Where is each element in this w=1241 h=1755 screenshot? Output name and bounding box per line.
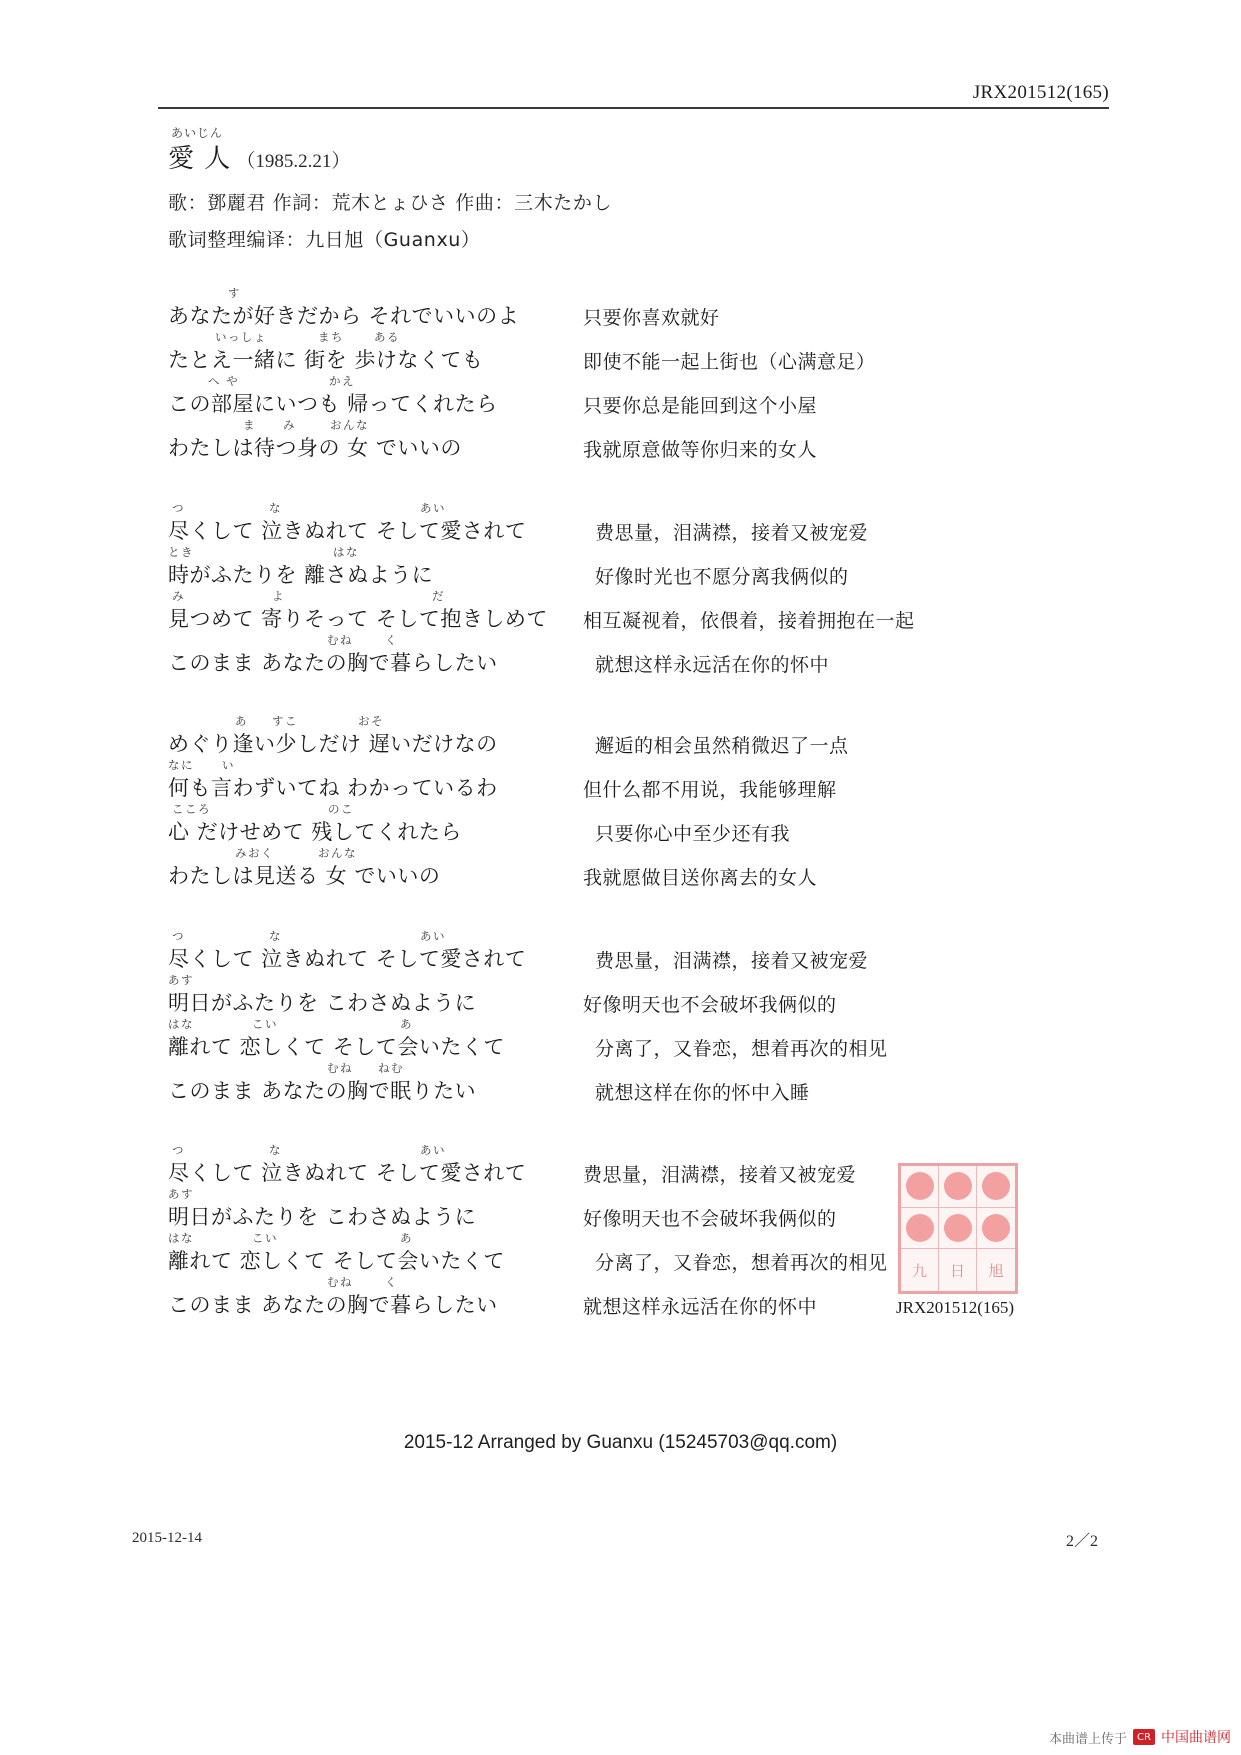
furigana: へ や	[208, 374, 240, 388]
lyric-chinese: 费思量，泪满襟，接着又被宠爱	[595, 522, 869, 544]
furigana: のこ	[328, 802, 354, 816]
furigana: あ	[235, 714, 248, 728]
lyric-row	[0, 1017, 1241, 1075]
seal-cell	[939, 1208, 977, 1250]
furigana: つ	[172, 1143, 185, 1157]
seal-cell	[901, 1208, 939, 1250]
lyric-japanese: 何も言わずいてね わかっているわ	[168, 776, 498, 800]
lyric-chinese: 费思量，泪满襟，接着又被宠爱	[583, 1164, 857, 1186]
lyric-japanese: わたしは待つ身の 女 でいいの	[168, 436, 462, 460]
seal-dot-icon	[944, 1214, 972, 1242]
lyric-verse	[0, 501, 1241, 691]
lyric-row	[0, 633, 1241, 691]
credit-line-1: 歌：鄧麗君 作詞：荒木とょひさ 作曲：三木たかし	[168, 192, 613, 214]
footer-page-number: 2／2	[1065, 1533, 1098, 1550]
furigana: だ	[432, 589, 445, 603]
furigana: ねむ	[378, 1061, 404, 1075]
furigana: まち	[318, 330, 344, 344]
title-block	[168, 126, 868, 252]
seal-char: 旭	[988, 1261, 1004, 1280]
furigana: あす	[168, 1187, 194, 1201]
furigana: こい	[252, 1017, 278, 1031]
seal-cell	[977, 1166, 1015, 1208]
furigana: なに	[168, 758, 194, 772]
lyric-row	[0, 374, 1241, 432]
seal-code: JRX201512(165)	[896, 1298, 1015, 1317]
lyric-chinese: 好像明天也不会破坏我俩似的	[583, 1208, 837, 1230]
furigana: おんな	[318, 846, 357, 860]
document-code: JRX201512(165)	[972, 82, 1109, 103]
lyric-verse	[0, 1143, 1241, 1333]
furigana: よ	[272, 589, 285, 603]
lyric-japanese: このまま あなたの胸で眠りたい	[168, 1079, 477, 1103]
furigana: あい	[420, 1143, 446, 1157]
watermark	[1049, 1727, 1231, 1747]
seal-dot-icon	[944, 1172, 972, 1200]
artist-seal	[898, 1163, 1018, 1294]
furigana: す	[228, 286, 241, 300]
header-divider	[158, 107, 1109, 109]
footer-date: 2015-12-14	[132, 1530, 202, 1546]
seal-cell	[939, 1166, 977, 1208]
furigana: すこ	[272, 714, 298, 728]
lyric-row	[0, 545, 1241, 603]
lyric-chinese: 只要你总是能回到这个小屋	[583, 395, 818, 417]
furigana: おそ	[358, 714, 384, 728]
page-title: 愛 人	[168, 144, 232, 174]
lyric-chinese: 我就原意做等你归来的女人	[583, 439, 818, 461]
furigana: く	[385, 1275, 398, 1289]
seal-dot-icon	[982, 1172, 1010, 1200]
lyric-japanese: 時がふたりを 離さぬように	[168, 563, 434, 587]
furigana: み	[283, 418, 296, 432]
furigana: はな	[333, 545, 359, 559]
lyric-japanese: 尽くして 泣きぬれて そして愛されて	[168, 947, 527, 971]
lyric-japanese: このまま あなたの胸で暮らしたい	[168, 651, 498, 675]
title-furigana: あいじん	[171, 126, 224, 140]
lyric-chinese: 即使不能一起上街也（心满意足）	[583, 351, 876, 373]
lyric-chinese: 分离了，又眷恋，想着再次的相见	[595, 1252, 888, 1274]
seal-dot-icon	[906, 1172, 934, 1200]
lyric-row	[0, 286, 1241, 344]
lyric-chinese: 好像明天也不会破坏我俩似的	[583, 994, 837, 1016]
lyric-japanese: めぐり逢い少しだけ 遅いだけなの	[168, 732, 498, 756]
furigana: むね	[327, 1275, 353, 1289]
furigana: ま	[243, 418, 256, 432]
lyric-chinese: 好像时光也不愿分离我俩似的	[595, 566, 849, 588]
lyric-japanese: このまま あなたの胸で暮らしたい	[168, 1293, 498, 1317]
furigana: い	[222, 758, 235, 772]
lyric-japanese: 尽くして 泣きぬれて そして愛されて	[168, 519, 527, 543]
seal-dot-icon	[906, 1214, 934, 1242]
furigana: こころ	[172, 802, 211, 816]
furigana: はな	[168, 1231, 194, 1245]
lyric-japanese: この部屋にいつも 帰ってくれたら	[168, 392, 498, 416]
furigana: な	[269, 1143, 282, 1157]
seal-cell	[901, 1249, 939, 1291]
furigana: いっしょ	[215, 330, 267, 344]
furigana: み	[172, 589, 185, 603]
furigana: つ	[172, 929, 185, 943]
seal-dot-icon	[982, 1214, 1010, 1242]
watermark-logo-icon: CR	[1133, 1729, 1155, 1745]
title-line	[168, 126, 868, 176]
lyric-japanese: 離れて 恋しくて そして会いたくて	[168, 1035, 505, 1059]
lyric-japanese: 尽くして 泣きぬれて そして愛されて	[168, 1161, 527, 1185]
furigana: つ	[172, 501, 185, 515]
lyric-verse	[0, 714, 1241, 904]
furigana: むね	[327, 1061, 353, 1075]
furigana: な	[269, 501, 282, 515]
lyric-row	[0, 418, 1241, 476]
seal-cell	[977, 1249, 1015, 1291]
lyric-row	[0, 589, 1241, 647]
seal-cell	[939, 1249, 977, 1291]
lyric-chinese: 只要你喜欢就好	[583, 307, 720, 329]
seal-char: 九	[911, 1261, 927, 1280]
lyric-verse	[0, 929, 1241, 1119]
credit-line-2: 歌词整理编译：九日旭（Guanxu）	[168, 229, 481, 251]
lyric-chinese: 我就愿做目送你离去的女人	[583, 867, 818, 889]
lyric-japanese: たとえ一緒に 街を 歩けなくても	[168, 348, 484, 372]
seal-char: 日	[949, 1261, 965, 1280]
furigana: むね	[327, 633, 353, 647]
lyric-row	[0, 846, 1241, 904]
furigana: あ	[400, 1017, 413, 1031]
lyric-row	[0, 1231, 1241, 1289]
arranged-by-note: 2015-12 Arranged by Guanxu (15245703@qq.com)	[403, 1432, 838, 1453]
watermark-site: 中国曲谱网	[1161, 1730, 1231, 1746]
seal-cell	[901, 1166, 939, 1208]
lyric-row	[0, 330, 1241, 388]
furigana: あい	[420, 929, 446, 943]
lyric-japanese: あなたが好きだから それでいいのよ	[168, 304, 520, 328]
title-date: （1985.2.21）	[236, 151, 351, 172]
watermark-text: 本曲谱上传于	[1048, 1731, 1127, 1747]
lyric-japanese: 見つめて 寄りそって そして抱きしめて	[168, 607, 548, 631]
lyric-chinese: 只要你心中至少还有我	[595, 823, 791, 845]
lyric-verse	[0, 286, 1241, 476]
furigana: ある	[374, 330, 400, 344]
furigana: かえ	[329, 374, 355, 388]
lyric-japanese: 明日がふたりを こわさぬように	[168, 1205, 477, 1229]
lyric-chinese: 相互凝视着，依偎着，接着拥抱在一起	[583, 610, 915, 632]
lyric-row	[0, 1061, 1241, 1119]
furigana: はな	[168, 1017, 194, 1031]
furigana: あす	[168, 973, 194, 987]
furigana: あい	[420, 501, 446, 515]
furigana: あ	[400, 1231, 413, 1245]
lyric-japanese: 心 だけせめて 残してくれたら	[168, 820, 462, 844]
lyric-chinese: 就想这样永远活在你的怀中	[595, 654, 830, 676]
furigana: な	[269, 929, 282, 943]
lyric-japanese: 明日がふたりを こわさぬように	[168, 991, 477, 1015]
lyric-chinese: 就想这样永远活在你的怀中	[583, 1296, 818, 1318]
furigana: みおく	[235, 846, 274, 860]
lyric-row	[0, 1275, 1241, 1333]
lyric-row	[0, 802, 1241, 860]
furigana: く	[385, 633, 398, 647]
furigana: こい	[252, 1231, 278, 1245]
lyric-chinese: 分离了，又眷恋，想着再次的相见	[595, 1038, 888, 1060]
lyric-chinese: 但什么都不用说，我能够理解	[583, 779, 837, 801]
lyric-chinese: 费思量，泪满襟，接着又被宠爱	[595, 950, 869, 972]
lyric-chinese: 就想这样在你的怀中入睡	[595, 1082, 810, 1104]
lyric-japanese: 離れて 恋しくて そして会いたくて	[168, 1249, 505, 1273]
furigana: とき	[168, 545, 194, 559]
furigana: おんな	[330, 418, 369, 432]
lyric-japanese: わたしは見送る 女 でいいの	[168, 864, 441, 888]
lyric-chinese: 邂逅的相会虽然稍微迟了一点	[595, 735, 849, 757]
seal-cell	[977, 1208, 1015, 1250]
